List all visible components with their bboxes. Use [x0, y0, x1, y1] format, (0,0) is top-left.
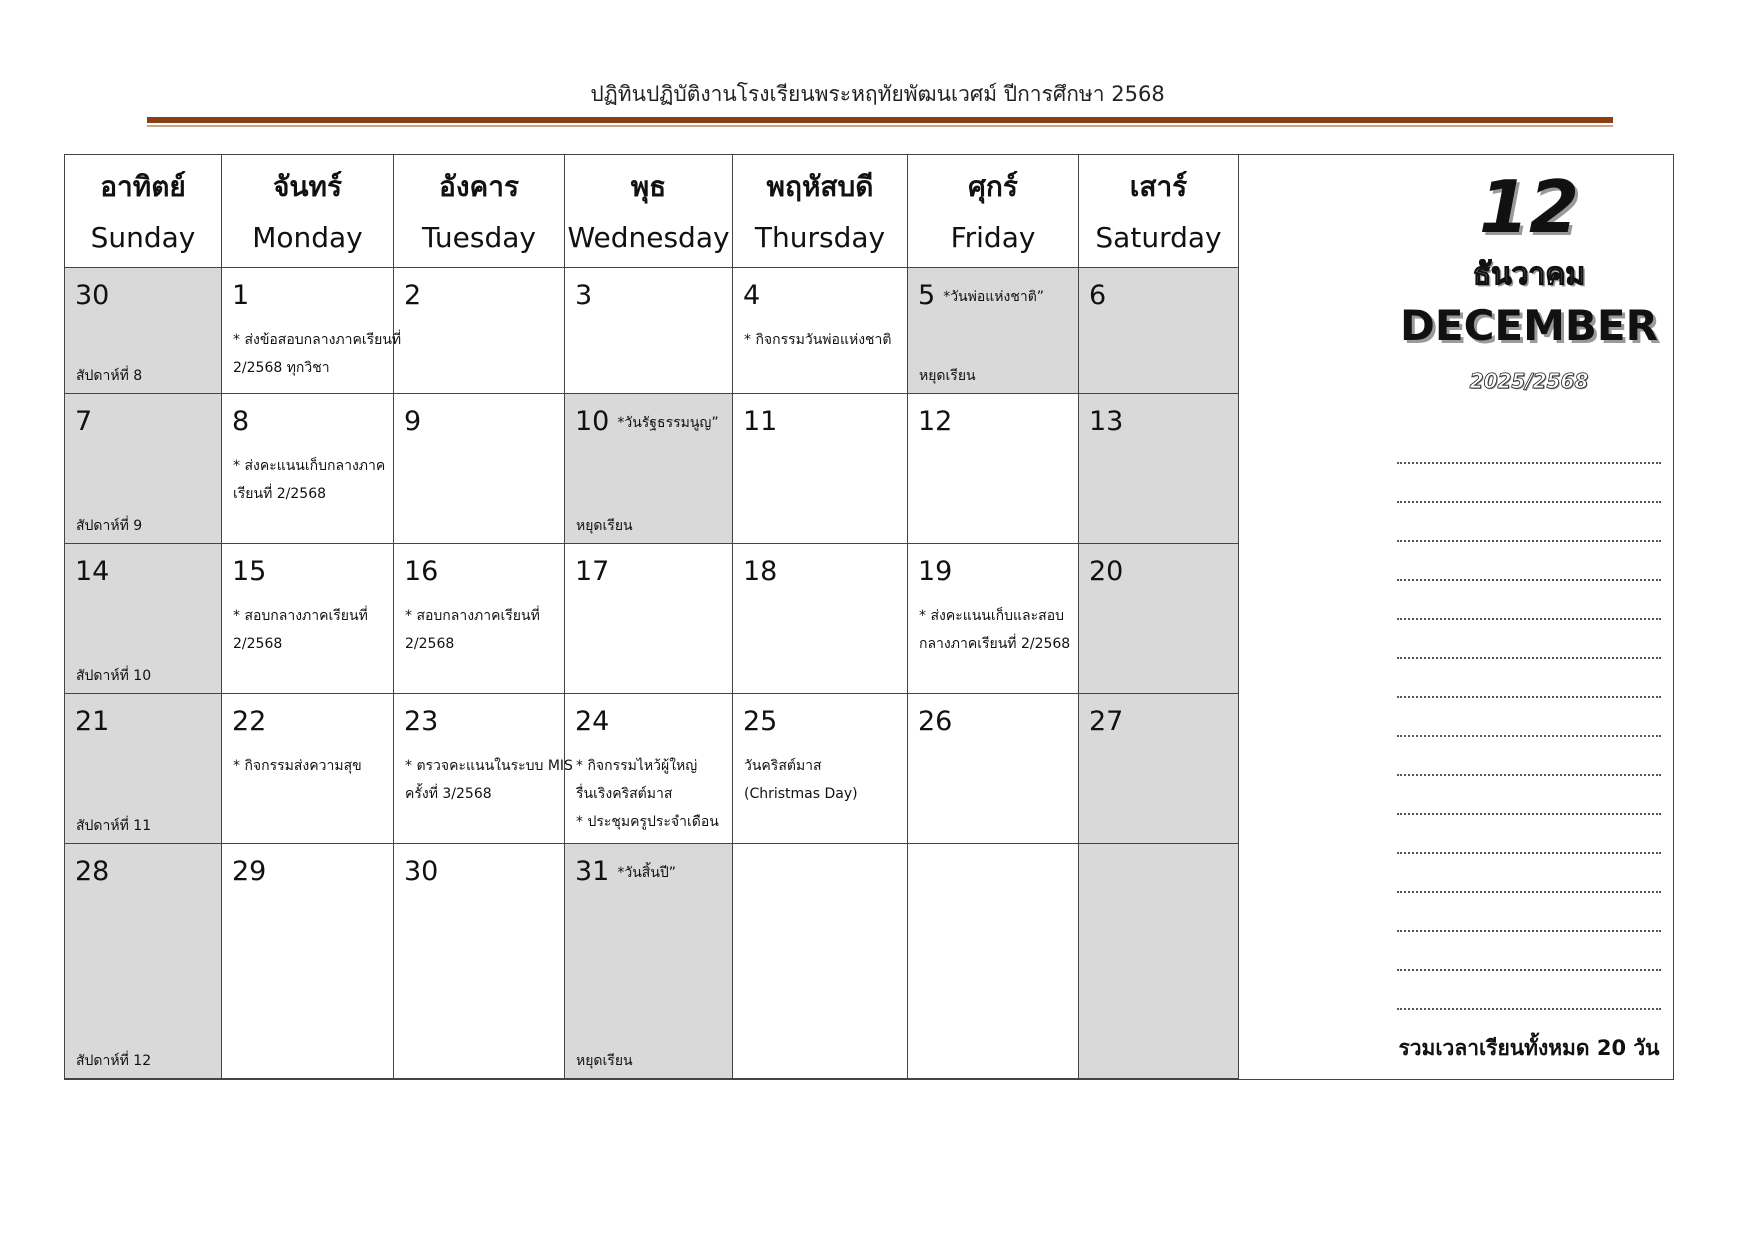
- note-line: [1397, 464, 1661, 503]
- day-name-english: Sunday: [90, 221, 196, 254]
- header-rule: [147, 117, 1613, 123]
- day-number: 22: [232, 706, 267, 737]
- day-name-english: Monday: [252, 221, 363, 254]
- day-cell: [65, 268, 222, 394]
- day-cell: [1079, 844, 1239, 1079]
- note-line: [1397, 542, 1661, 581]
- day-number: 17: [575, 556, 610, 587]
- day-number: 19: [918, 556, 953, 587]
- week-label: สัปดาห์ที่ 9: [76, 518, 143, 534]
- calendar-grid: [64, 154, 1674, 1080]
- event-note-line: 2/2568: [233, 636, 283, 652]
- day-number: 12: [918, 406, 953, 437]
- day-number: 11: [743, 406, 778, 437]
- day-cell: [733, 394, 908, 544]
- day-cell: [1079, 694, 1239, 844]
- day-number: 21: [75, 706, 110, 737]
- day-number: 4: [743, 280, 761, 311]
- column-header-monday: [222, 155, 394, 268]
- day-cell: [65, 394, 222, 544]
- day-name-thai: อาทิตย์: [100, 170, 186, 203]
- holiday-label: *วันสิ้นปี”: [617, 865, 677, 881]
- day-cell: [65, 844, 222, 1079]
- day-number: 8: [232, 406, 250, 437]
- note-line: [1397, 815, 1661, 854]
- day-cell: [1079, 268, 1239, 394]
- day-number: 2: [404, 280, 422, 311]
- week-label: หยุดเรียน: [576, 518, 633, 534]
- week-label: หยุดเรียน: [576, 1053, 633, 1069]
- day-number: 28: [75, 856, 110, 887]
- day-number: 20: [1089, 556, 1124, 587]
- note-line: [1397, 425, 1661, 464]
- day-number: 31 *วันสิ้นปี”: [575, 856, 677, 887]
- note-line: [1397, 698, 1661, 737]
- day-name-thai: จันทร์: [272, 170, 343, 203]
- day-number: 30: [404, 856, 439, 887]
- note-line: [1397, 932, 1661, 971]
- event-note-line: กลางภาคเรียนที่ 2/2568: [919, 636, 1071, 652]
- week-label: หยุดเรียน: [919, 368, 976, 384]
- day-name-thai: พุธ: [630, 170, 667, 203]
- event-note-line: * ประชุมครูประจำเดือน: [576, 814, 719, 830]
- day-number: 18: [743, 556, 778, 587]
- day-name-thai: ศุกร์: [968, 170, 1018, 203]
- day-number: 5 *วันพ่อแห่งชาติ”: [918, 280, 1045, 311]
- note-line: [1397, 737, 1661, 776]
- note-lines: [1397, 425, 1661, 1010]
- week-label: สัปดาห์ที่ 11: [76, 818, 152, 834]
- event-note-line: * ส่งคะแนนเก็บกลางภาค: [233, 458, 386, 474]
- day-cell: [222, 694, 394, 844]
- day-cell: [65, 544, 222, 694]
- day-cell: [394, 544, 565, 694]
- month-panel: [1385, 155, 1673, 1079]
- day-cell: [908, 544, 1079, 694]
- day-number: 26: [918, 706, 953, 737]
- event-note-line: * กิจกรรมไหว้ผู้ใหญ่: [576, 758, 698, 774]
- note-line: [1397, 581, 1661, 620]
- day-cell: [565, 268, 733, 394]
- day-number: 25: [743, 706, 778, 737]
- day-number: 15: [232, 556, 267, 587]
- event-note-line: * สอบกลางภาคเรียนที่: [233, 608, 368, 624]
- day-cell: [565, 694, 733, 844]
- day-cell: [394, 268, 565, 394]
- event-note-line: ครั้งที่ 3/2568: [405, 786, 492, 802]
- day-cell: [565, 394, 733, 544]
- event-note-line: * ส่งคะแนนเก็บและสอบ: [919, 608, 1064, 624]
- day-cell: [222, 844, 394, 1079]
- month-number: 12: [1478, 165, 1580, 249]
- note-line: [1397, 503, 1661, 542]
- event-note-line: 2/2568 ทุกวิชา: [233, 360, 330, 376]
- day-number: 24: [575, 706, 610, 737]
- day-number: 1: [232, 280, 250, 311]
- day-number: 3: [575, 280, 593, 311]
- day-name-english: Wednesday: [567, 221, 730, 254]
- day-number: 30: [75, 280, 110, 311]
- event-notes: [233, 452, 387, 508]
- day-name-thai: พฤหัสบดี: [766, 170, 874, 203]
- day-cell: [908, 394, 1079, 544]
- event-notes: [233, 752, 387, 780]
- column-header-tuesday: [394, 155, 565, 268]
- event-note-line: เรียนที่ 2/2568: [233, 486, 327, 502]
- event-notes: [233, 602, 387, 658]
- note-line: [1397, 776, 1661, 815]
- page-header-title: ปฏิทินปฏิบัติงานโรงเรียนพระหฤทัยพัฒนเวศม์ ปีการศึกษา 2568: [590, 82, 1165, 106]
- event-note-line: รื่นเริงคริสต์มาส: [576, 786, 673, 802]
- note-line: [1397, 893, 1661, 932]
- day-cell: [1079, 544, 1239, 694]
- day-cell: [222, 268, 402, 394]
- day-number: 9: [404, 406, 422, 437]
- week-label: สัปดาห์ที่ 10: [76, 668, 152, 684]
- note-line: [1397, 971, 1661, 1010]
- year-label: 2025/2568: [1469, 369, 1589, 393]
- event-notes: [744, 326, 901, 354]
- note-line: [1397, 854, 1661, 893]
- day-name-english: Thursday: [754, 221, 886, 254]
- column-header-sunday: [65, 155, 222, 268]
- month-name-thai: ธันวาคม: [1472, 257, 1586, 292]
- day-cell: [908, 844, 1079, 1079]
- day-name-english: Tuesday: [422, 221, 536, 254]
- day-number: 7: [75, 406, 93, 437]
- holiday-label: *วันพ่อแห่งชาติ”: [943, 289, 1045, 305]
- day-cell: [565, 544, 733, 694]
- note-line: [1397, 659, 1661, 698]
- day-number: 10 *วันรัฐธรรมนูญ”: [575, 406, 719, 437]
- week-label: สัปดาห์ที่ 8: [76, 368, 143, 384]
- column-header-saturday: [1079, 155, 1239, 268]
- day-number: 13: [1089, 406, 1124, 437]
- day-cell: [908, 268, 1079, 394]
- event-notes: [744, 752, 901, 808]
- day-cell: [394, 394, 565, 544]
- day-number: 23: [404, 706, 439, 737]
- note-line: [1397, 620, 1661, 659]
- day-cell: [733, 268, 908, 394]
- day-name-thai: อังคาร: [439, 170, 519, 203]
- day-number: 27: [1089, 706, 1124, 737]
- day-name-english: Saturday: [1095, 221, 1222, 254]
- event-notes: [405, 602, 558, 658]
- day-name-thai: เสาร์: [1129, 170, 1188, 203]
- day-cell: [733, 844, 908, 1079]
- day-cell: [565, 844, 733, 1079]
- event-note-line: 2/2568: [405, 636, 455, 652]
- column-header-thursday: [733, 155, 908, 268]
- event-notes: [919, 602, 1072, 658]
- holiday-label: *วันรัฐธรรมนูญ”: [617, 415, 719, 431]
- event-note-line: (Christmas Day): [744, 786, 858, 802]
- event-note-line: * สอบกลางภาคเรียนที่: [405, 608, 540, 624]
- day-number: 14: [75, 556, 110, 587]
- day-number: 16: [404, 556, 439, 587]
- header-rule-thin: [147, 125, 1613, 127]
- event-note-line: * กิจกรรมวันพ่อแห่งชาติ: [744, 332, 892, 348]
- day-cell: [733, 694, 908, 844]
- day-cell: [222, 394, 394, 544]
- event-notes: [233, 326, 402, 382]
- week-label: สัปดาห์ที่ 12: [76, 1053, 152, 1069]
- day-number: 29: [232, 856, 267, 887]
- event-note-line: วันคริสต์มาส: [744, 758, 822, 774]
- day-cell: [394, 694, 573, 844]
- day-cell: [733, 544, 908, 694]
- day-name-english: Friday: [950, 221, 1036, 254]
- event-note-line: * ตรวจคะแนนในระบบ MIS: [405, 758, 573, 774]
- month-name-english: DECEMBER: [1400, 301, 1658, 350]
- column-header-wednesday: [565, 155, 733, 268]
- day-cell: [65, 694, 222, 844]
- event-notes: [405, 752, 573, 808]
- day-cell: [394, 844, 565, 1079]
- event-notes: [576, 752, 726, 836]
- event-note-line: * กิจกรรมส่งความสุข: [233, 758, 362, 774]
- day-number: 6: [1089, 280, 1107, 311]
- event-note-line: * ส่งข้อสอบกลางภาคเรียนที่: [233, 332, 402, 348]
- day-cell: [222, 544, 394, 694]
- total-school-days: รวมเวลาเรียนทั้งหมด 20 วัน: [1398, 1036, 1660, 1060]
- column-header-friday: [908, 155, 1079, 268]
- day-cell: [1079, 394, 1239, 544]
- day-cell: [908, 694, 1079, 844]
